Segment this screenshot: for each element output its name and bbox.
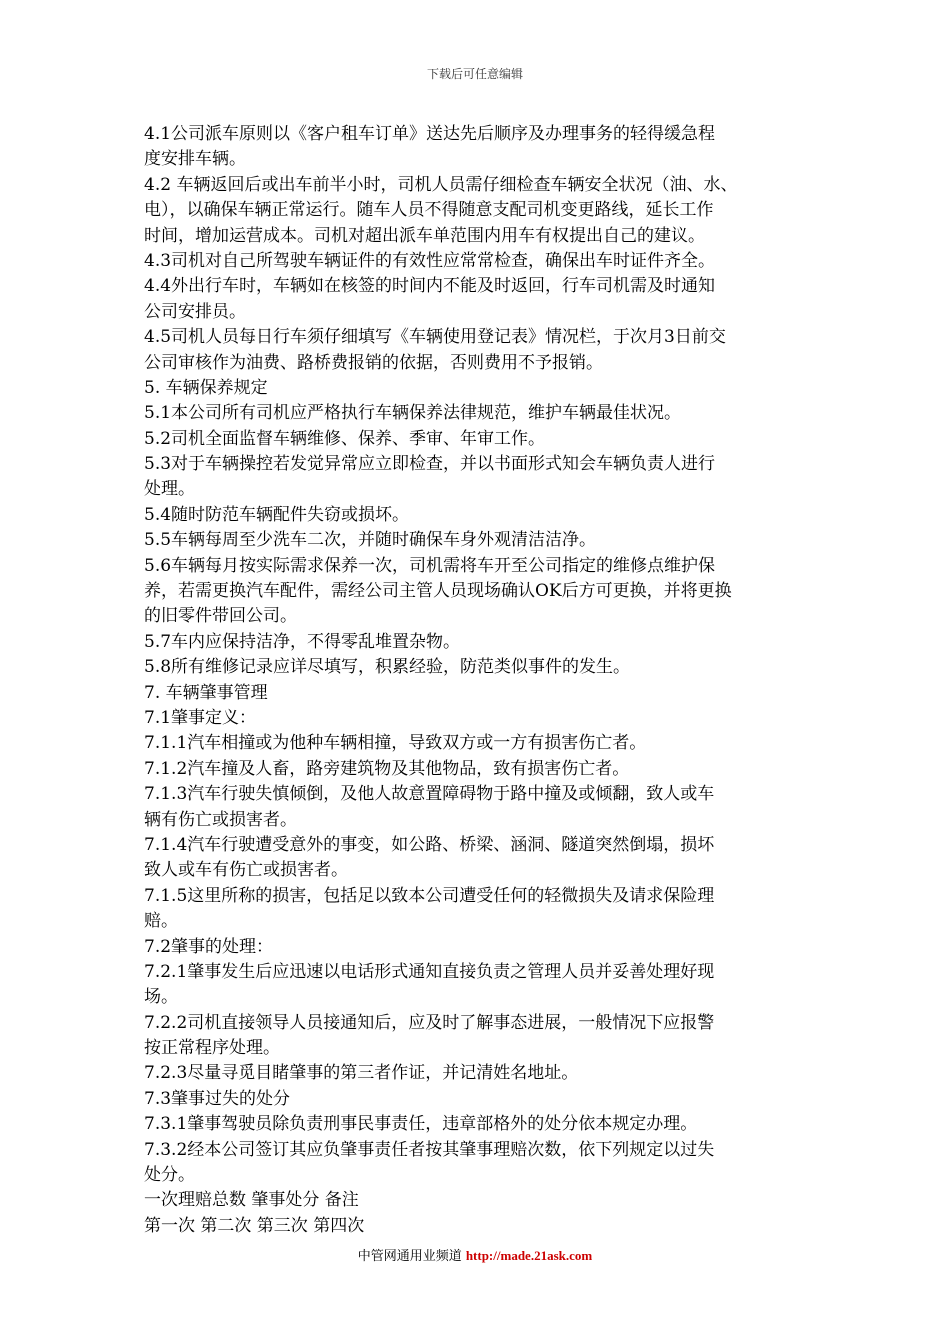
text-line: 7.3.2经本公司签订其应负肇事责任者按其肇事理赔次数，依下列规定以过失 bbox=[144, 1139, 715, 1160]
text-line: 处分。 bbox=[144, 1165, 195, 1186]
text-line: 致人或车有伤亡或损害者。 bbox=[144, 860, 348, 881]
text-line: 5.3对于车辆操控若发觉异常应立即检查，并以书面形式知会车辆负责人进行 bbox=[144, 454, 716, 475]
footer-site-name: 中管网通用业频道 bbox=[357, 1249, 462, 1264]
text-line: 7.1.4汽车行驶遭受意外的事变，如公路、桥梁、涵洞、隧道突然倒塌，损坏 bbox=[144, 834, 715, 855]
text-line: 养，若需更换汽车配件，需经公司主管人员现场确认OK后方可更换，并将更换 bbox=[144, 581, 732, 602]
text-line: 4.3司机对自己所驾驶车辆证件的有效性应常常检查，确保出车时证件齐全。 bbox=[144, 250, 716, 271]
text-line: 7.3肇事过失的处分 bbox=[144, 1088, 291, 1109]
text-line: 5.6车辆每月按实际需求保养一次，司机需将车开至公司指定的维修点维护保 bbox=[144, 555, 716, 576]
text-line: 电），以确保车辆正常运行。随车人员不得随意支配司机变更路线，延长工作 bbox=[144, 200, 714, 221]
text-line: 5.5车辆每周至少洗车二次，并随时确保车身外观清洁洁净。 bbox=[144, 530, 597, 551]
text-line: 5.8所有维修记录应详尽填写，积累经验，防范类似事件的发生。 bbox=[144, 657, 631, 678]
text-line: 7.2肇事的处理： bbox=[144, 936, 274, 957]
text-line: 4.5司机人员每日行车须仔细填写《车辆使用登记表》情况栏，于次月3日前交 bbox=[144, 327, 726, 348]
text-line: 5.2司机全面监督车辆维修、保养、季审、年审工作。 bbox=[144, 428, 546, 449]
text-line: 5.7车内应保持洁净，不得零乱堆置杂物。 bbox=[144, 631, 461, 652]
footer-url-link[interactable]: http://made.21ask.com bbox=[465, 1248, 593, 1263]
text-line: 7.1.3汽车行驶失慎倾倒，及他人故意置障碍物于路中撞及或倾翻，致人或车 bbox=[144, 784, 715, 805]
text-line: 处理。 bbox=[144, 479, 195, 500]
text-line: 按正常程序处理。 bbox=[144, 1038, 280, 1059]
section-heading: 7. 车辆肇事管理 bbox=[144, 682, 268, 703]
text-line: 4.4外出行车时，车辆如在核签的时间内不能及时返回，行车司机需及时通知 bbox=[144, 276, 716, 297]
text-line: 7.1.1汽车相撞或为他种车辆相撞，导致双方或一方有损害伤亡者。 bbox=[144, 733, 647, 754]
text-line: 场。 bbox=[144, 987, 178, 1008]
page-footer bbox=[0, 1247, 950, 1266]
text-line: 的旧零件带回公司。 bbox=[144, 606, 297, 627]
text-line: 公司安排员。 bbox=[144, 301, 246, 322]
text-line: 度安排车辆。 bbox=[144, 149, 246, 170]
header-text: 下载后可任意编辑 bbox=[426, 67, 523, 81]
page-header bbox=[0, 66, 950, 82]
text-line: 7.2.3尽量寻觅目睹肇事的第三者作证，并记清姓名地址。 bbox=[144, 1063, 579, 1084]
text-line: 公司审核作为油费、路桥费报销的依据，否则费用不予报销。 bbox=[144, 352, 603, 373]
text-line: 一次理赔总数 肇事处分 备注 bbox=[144, 1190, 359, 1211]
text-line: 7.3.1肇事驾驶员除负责刑事民事责任，违章部格外的处分依本规定办理。 bbox=[144, 1114, 698, 1135]
text-line: 7.1肇事定义： bbox=[144, 707, 257, 728]
text-line: 4.1公司派车原则以《客户租车订单》送达先后顺序及办理事务的轻得缓急程 bbox=[144, 124, 716, 144]
text-line: 7.1.5这里所称的损害，包括足以致本公司遭受任何的轻微损失及请求保险理 bbox=[144, 885, 715, 906]
text-line: 辆有伤亡或损害者。 bbox=[144, 809, 297, 830]
text-line: 4.2 车辆返回后或出车前半小时，司机人员需仔细检查车辆安全状况（油、水、 bbox=[144, 174, 738, 195]
text-line: 7.2.1肇事发生后应迅速以电话形式通知直接负责之管理人员并妥善处理好现 bbox=[144, 961, 715, 982]
text-line: 时间，增加运营成本。司机对超出派车单范围内用车有权提出自己的建议。 bbox=[144, 225, 705, 246]
text-line: 5.1本公司所有司机应严格执行车辆保养法律规范，维护车辆最佳状况。 bbox=[144, 403, 682, 424]
text-line: 赔。 bbox=[144, 911, 178, 932]
text-line: 第一次 第二次 第三次 第四次 bbox=[144, 1215, 365, 1236]
text-line: 7.2.2司机直接领导人员接通知后，应及时了解事态进展，一般情况下应报警 bbox=[144, 1012, 715, 1033]
text-line: 5.4随时防范车辆配件失窃或损坏。 bbox=[144, 504, 410, 525]
section-heading: 5. 车辆保养规定 bbox=[144, 377, 268, 398]
text-line: 7.1.2汽车撞及人畜，路旁建筑物及其他物品，致有损害伤亡者。 bbox=[144, 758, 630, 779]
document-body bbox=[144, 122, 812, 1239]
